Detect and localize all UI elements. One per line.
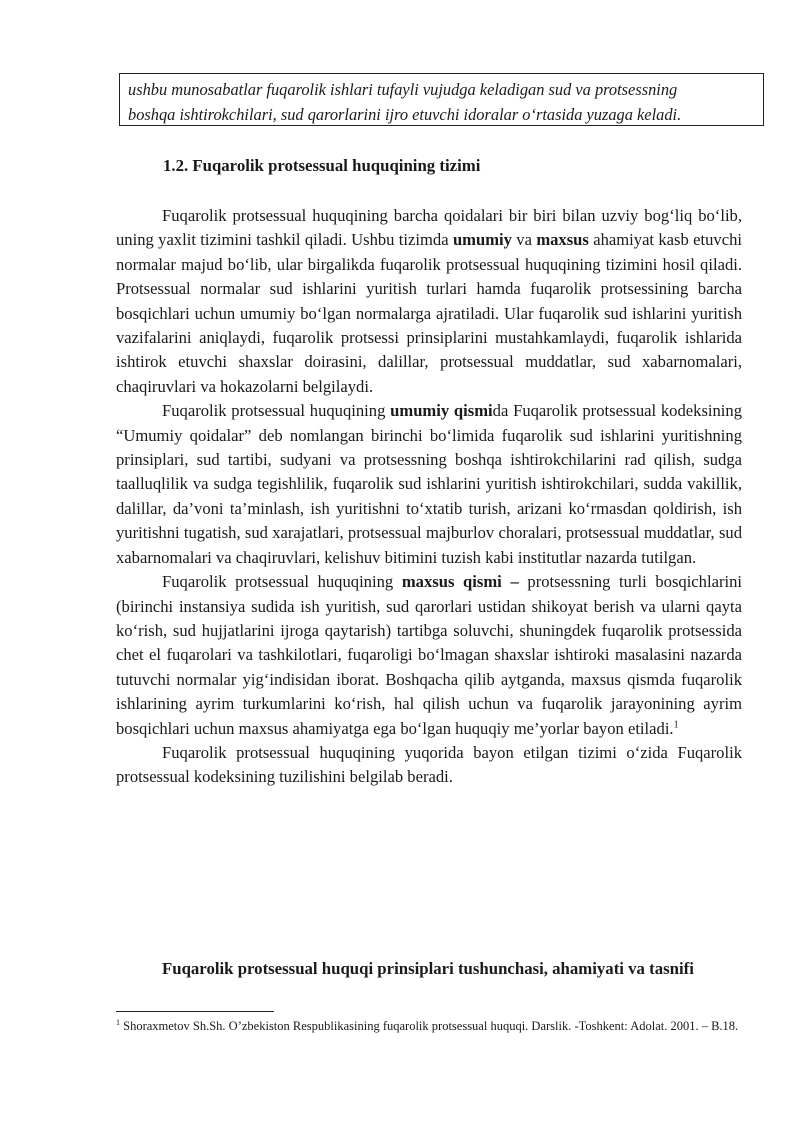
paragraph-text: Fuqarolik protsessual huquqining barcha qoidalari bir biri bilan uzviy bog‘liq bo‘lib, uning yaxlit tizimini tashkil qiladi. Ushbu tizimda [116,206,742,250]
footnote-number: 1 [116,1017,120,1027]
quote-line-2: boshqa ishtirokchilari, sud qarorlarini ijro etuvchi idoralar o‘rtasida yuzaga keladi. [128,104,682,124]
paragraph-text: va [511,230,537,250]
paragraph-structure [116,741,742,790]
quote-line-1: ushbu munosabatlar fuqarolik ishlari tufayli vujudga keladigan sud va protsessning [128,80,678,99]
body-text [116,204,742,790]
paragraph-text: ahamiyat kasb etuvchi normalar majud bo‘lib, ular birgalikda fuqarolik protsessual huquqining tizimini hosil qiladi. Protsessual normalar sud ishlarini yuritish turlari hamda fuqarolik protsessining barcha bosqichlari uchun umumiy bo‘lgan normalarga ajratiladi. Ular fuqarolik sud ishlarini yuritish vazifalarini aniqlaydi, fuqarolik protsessi prinsiplarini mustahkamlaydi, fuqarolik ishlarida ishtirok etuvchi shaxslar doirasini, dalillar, protsessual muddatlar, sud xabarnomalari, chaqiruvlari va hokazolarni belgilaydi. [116,230,742,396]
footnote-text: Shoraxmetov Sh.Sh. O’zbekiston Respublikasining fuqarolik protsessual huquqi. Darslik. -Toshkent: Adolat. 2001. – B.18. [120,1019,739,1033]
bold-term: umumiy [452,230,512,250]
paragraph-text: Fuqarolik protsessual huquqining [162,401,391,421]
subheading-principles: Fuqarolik protsessual huquqi prinsiplari tushunchasi, ahamiyati va tasnifi [162,959,694,978]
footnote-divider [116,1011,274,1012]
paragraph-system [116,204,742,399]
paragraph-general-part [116,399,742,570]
footnote [116,1017,756,1035]
quote-box [119,73,764,126]
bold-term: umumiy qismi [390,401,493,421]
paragraph-text: da Fuqarolik protsessual kodeksining “Umumiy qoidalar” deb nomlangan birinchi bo‘limida fuqarolik sud ishlarini yuritishning prinsiplari, sud tartibi, sudyani va protsessning boshqa ishtirokchilarini rad qilish, sudga taalluqlilik va sudga tegishlilik, fuqarolik sud ishlarini yuritish ishtirokchilari, sudda vakillik, dalillar, da’voni ta’minlash, ish yuritishni to‘xtatib turish, arizani ko‘rmasdan qoldirish, ish yuritishni tugatish, sud xarajatlari, protsessual majburlov choralari, protsessual muddatlar, sud xabarnomalari va chaqiruvlari, kelishuv bitimini tuzish kabi institutlar nazarda tutilgan. [116,401,743,567]
bold-term: maxsus qismi – [401,572,519,592]
footnote-reference[interactable]: 1 [673,719,679,730]
paragraph-text: Fuqarolik protsessual huquqining yuqorida bayon etilgan tizimi o‘zida Fuqarolik protsessual kodeksining tuzilishini belgilab beradi. [116,742,742,787]
section-heading: 1.2. Fuqarolik protsessual huquqining tizimi [163,156,481,175]
paragraph-text: protsessning turli bosqichlarini (birinchi instansiya sudida ish yuritish, sud qarorlari ustidan shikoyat berish va ularni qayta ko‘rish, sud hujjatlarini ijroga qaytarish) tartibga soluvchi, shuningdek fuqarolik protsessida chet el fuqarolari va tashkilotlari, fuqaroligi bo‘lmagan shaxslar ishtiroki masalasini nazarda tutuvchi normalar yig‘indisidan iborat. Boshqacha qilib aytganda, maxsus qismda fuqarolik ishlarining ayrim turkumlarini ko‘rish, hal qilish uchun va fuqarolik jarayonining ayrim bosqichlari uchun maxsus ahamiyatga ega bo‘lgan huquqiy me’yorlar bayon etiladi. [116,572,742,738]
paragraph-special-part [116,570,742,741]
paragraph-text: Fuqarolik protsessual huquqining [162,572,402,592]
bold-term: maxsus [536,230,589,250]
